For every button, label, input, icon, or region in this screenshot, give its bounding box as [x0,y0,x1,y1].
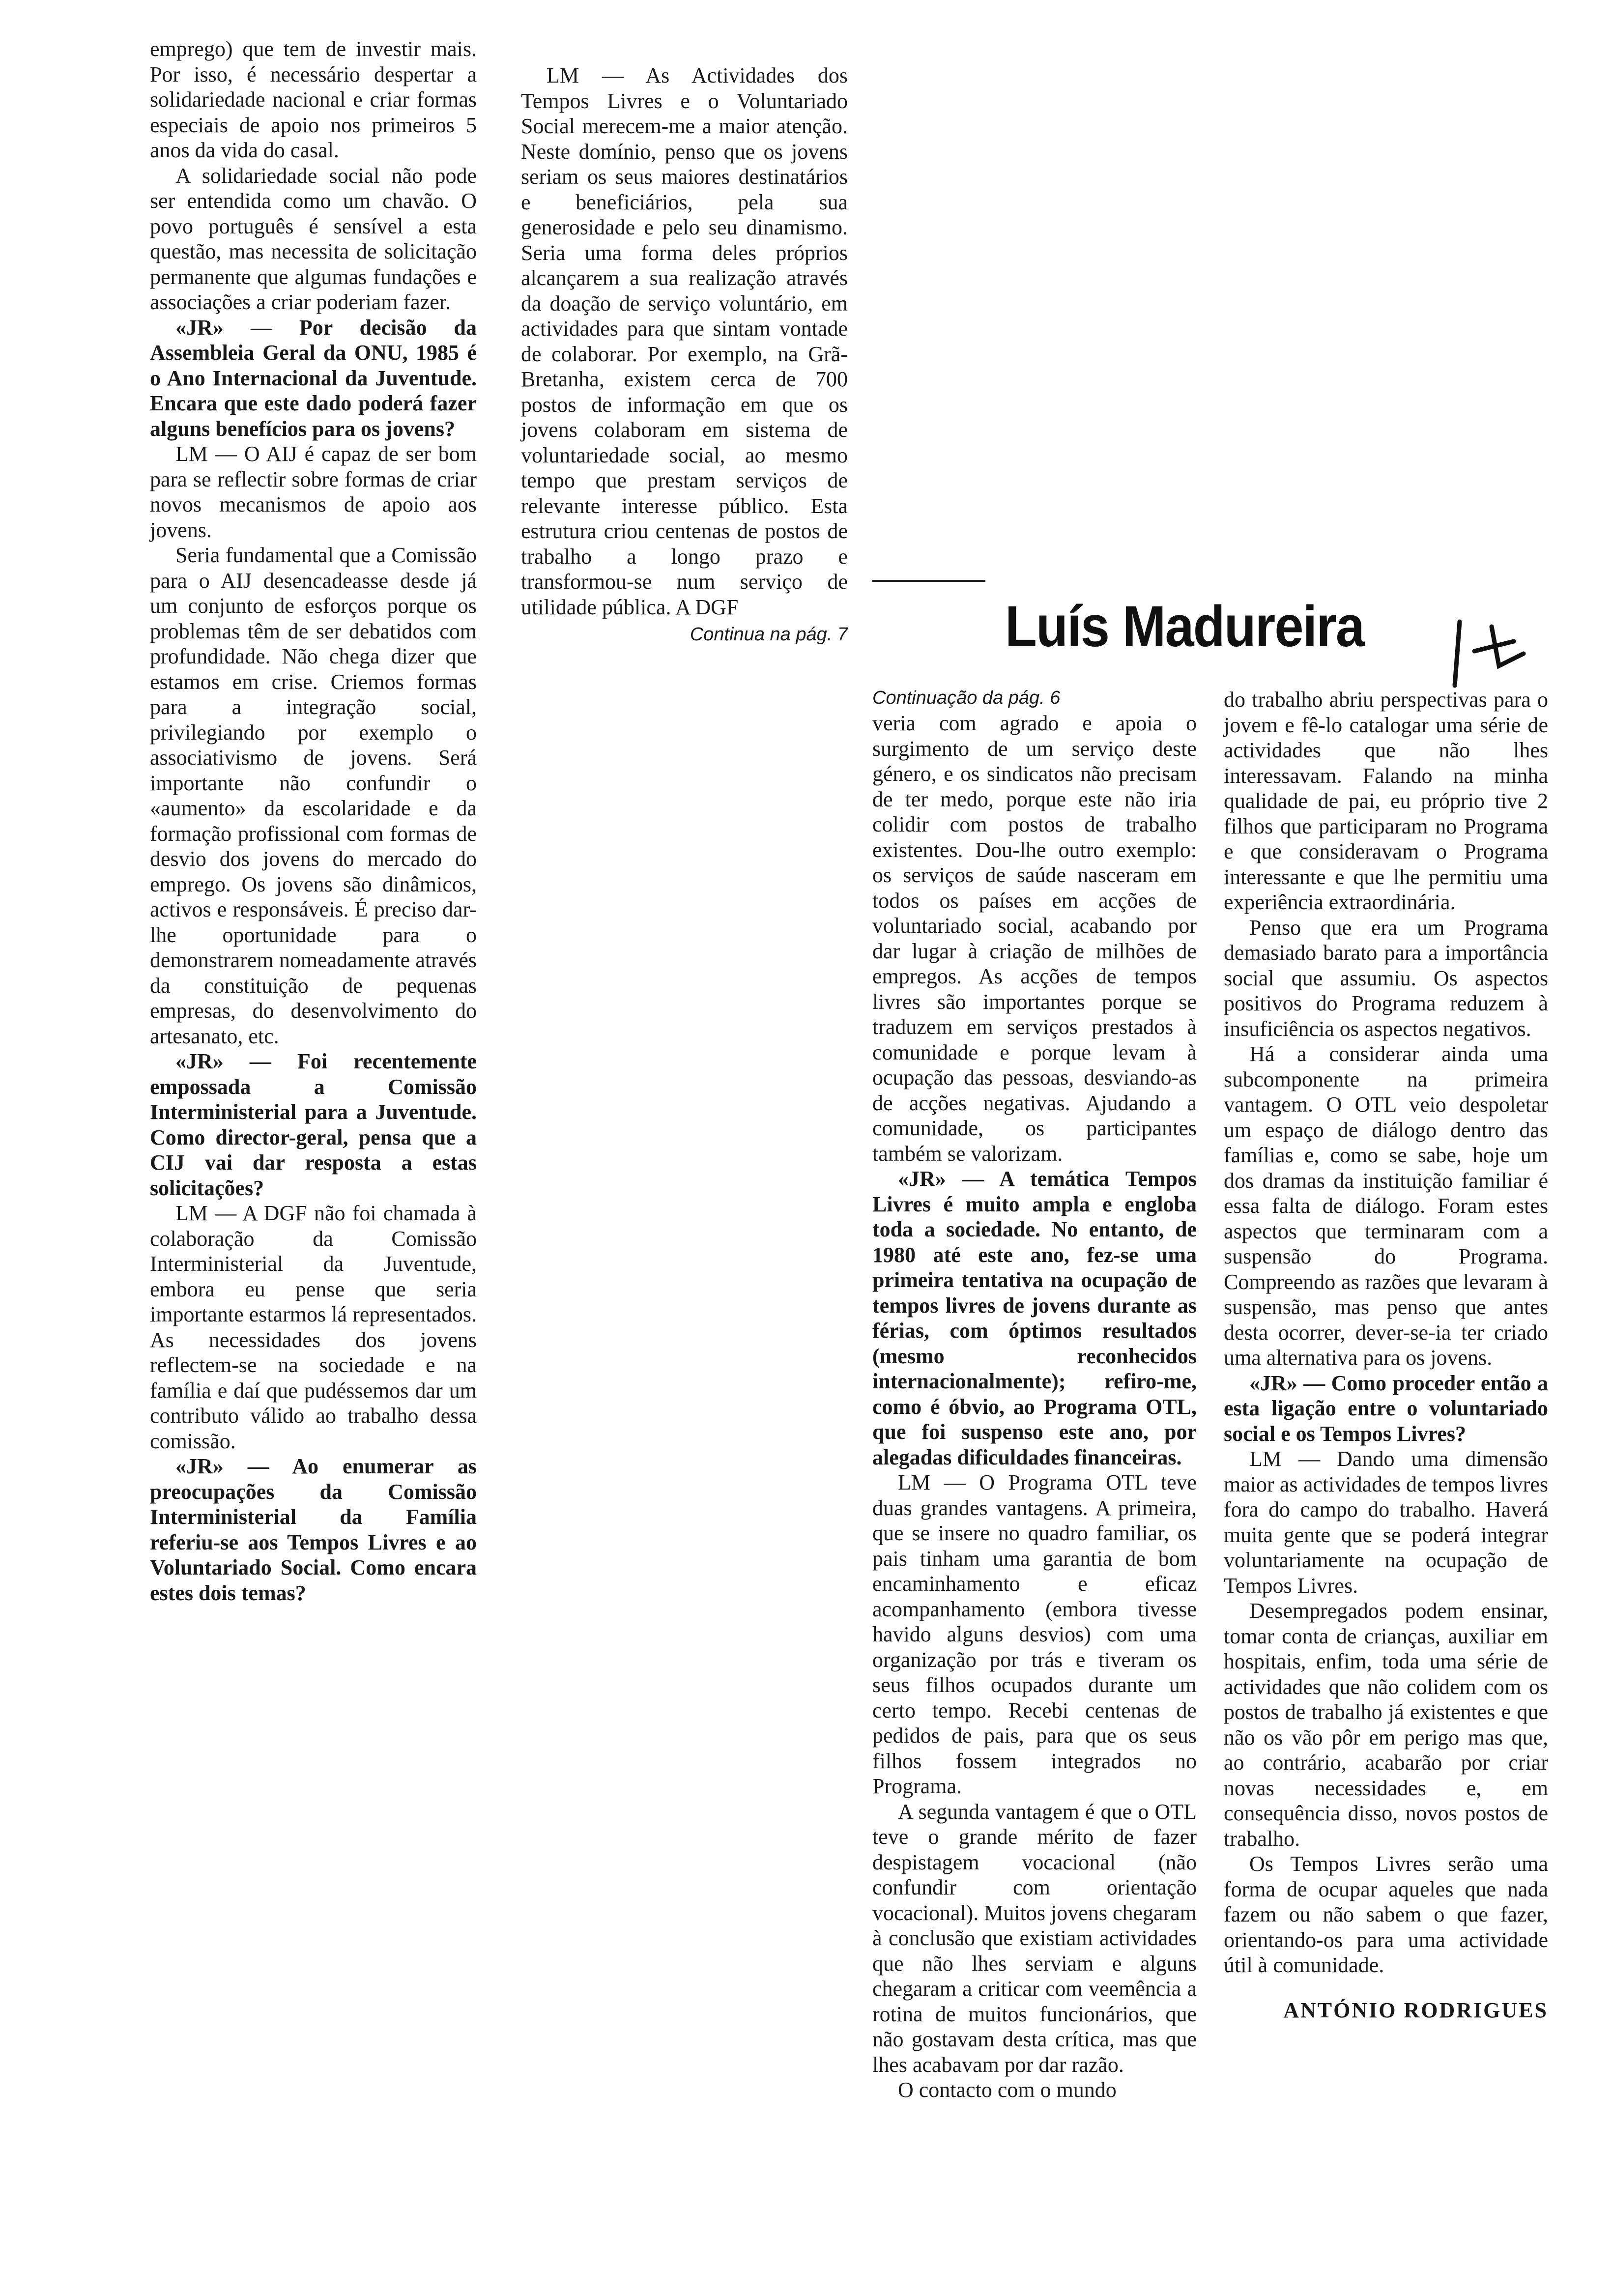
article-column-4 [1224,687,1548,2023]
question-paragraph: «JR» — Ao enumerar as preocupações da Comissão Interministerial da Família referiu-se aos Tempos Livres e ao Voluntariado Social. Como encara estes dois temas? [150,1454,477,1605]
question-paragraph: «JR» — Foi recentemente empossada a Comissão Interministerial para a Juventude. Como director-geral, pensa que a CIJ vai dar resposta a estas solicitações? [150,1049,477,1200]
question-paragraph: «JR» — Como proceder então a esta ligação entre o voluntariado social e os Tempos Livres? [1224,1371,1548,1446]
article-paragraph: emprego) que tem de investir mais. Por isso, é necessário despertar a solidariedade nacional e criar formas especiais de apoio nos primeiros 5 anos da vida do casal. [150,37,477,162]
article-paragraph: LM — O Programa OTL teve duas grandes vantagens. A primeira, que se insere no quadro familiar, os pais tinham uma garantia de bom encaminhamento e eficaz acompanhamento (embora tivesse havido alguns desvios) com uma organização por trás e tiveram os seus filhos ocupados durante um certo tempo. Recebi centenas de pedidos de pais, para que os seus filhos fossem integrados no Programa. [872,1470,1197,1798]
handwritten-mark [1445,592,1553,690]
article-paragraph: O contacto com o mundo [898,2078,1117,2102]
article-column-3 [872,687,1197,2103]
article-paragraph: Há a considerar ainda uma subcomponente na primeira vantagem. O OTL veio despoletar um espaço de diálogo dentro das famílias e, como se sabe, hoje um dos dramas da instituição familiar é essa falta de diálogo. Foram estes aspectos que terminaram com a suspensão do Programa. Compreendo as razões que levaram à suspensão, mas penso que antes desta ocorrer, dever-se-ia ter criado uma alternativa para os jovens. [1224,1042,1548,1370]
article-paragraph: LM — A DGF não foi chamada à colaboração da Comissão Interministerial da Juventude, embora eu pense que seria importante estarmos lá representados. As necessidades dos jovens reflectem-se na sociedade e na família e daí que pudéssemos dar um contributo válido ao trabalho dessa comissão. [150,1201,477,1453]
article-column-2 [521,63,848,645]
article-paragraph: LM — As Actividades dos Tempos Livres e o Voluntariado Social merecem-me a maior atenção. Neste domínio, penso que os jovens seriam os seus maiores destinatários e beneficiários, pela sua generosidade e pelo seu dinamismo. Seria uma forma deles próprios alcançarem a sua realização através da doação de serviço voluntário, em actividades para que sintam vontade de colaborar. Por exemplo, na Grã-Bretanha, existem cerca de 700 postos de informação em que os jovens colaboram em sistema de voluntariedade social, ao mesmo tempo que prestam serviços de relevante interesse público. Esta estrutura criou centenas de postos de trabalho a longo prazo e transformou-se num serviço de utilidade pública. A DGF [521,63,848,619]
article-paragraph: LM — Dando uma dimensão maior as actividades de tempos livres fora do campo do trabalho. Haverá muita gente que se poderá integrar voluntariamente na ocupação de Tempos Livres. [1224,1447,1548,1598]
headline-rule [872,580,985,582]
continues-note: Continua na pág. 7 [690,624,848,645]
author-byline: ANTÓNIO RODRIGUES [1283,1998,1548,2022]
article-paragraph: veria com agrado e apoia o surgimento de um serviço deste género, e os sindicatos não precisam de ter medo, porque este não iria colidir com postos de trabalho existentes. Dou-lhe outro exemplo: os serviços de saúde nasceram em todos os países em acções de voluntariado social, acabando por dar lugar à criação de milhões de empregos. As acções de tempos livres são importantes porque se traduzem em serviços prestados à comunidade e porque levam à ocupação das pessoas, desviando-as de acções negativas. Ajudando a comunidade, os participantes também se valorizam. [872,711,1197,1166]
article-paragraph: Penso que era um Programa demasiado barato para a importância social que assumiu. Os aspectos positivos do Programa reduzem à insuficiência os aspectos negativos. [1224,915,1548,1041]
article-paragraph: Os Tempos Livres serão uma forma de ocupar aqueles que nada fazem ou não sabem o que fazer, orientando-os para uma actividade útil à comunidade. [1224,1852,1548,1977]
article-paragraph: A segunda vantagem é que o OTL teve o grande mérito de fazer despistagem vocacional (não confundir com orientação vocacional). Muitos jovens chegaram à conclusão que existiam actividades que não lhes serviam e alguns chegaram a criticar com veemência a rotina de muitos funcionários, que não gostavam desta crítica, mas que lhes acabavam por dar razão. [872,1799,1197,2077]
article-paragraph: LM — O AIJ é capaz de ser bom para se reflectir sobre formas de criar novos mecanismos de apoio aos jovens. [150,442,477,542]
question-paragraph: «JR» — A temática Tempos Livres é muito ampla e engloba toda a sociedade. No entanto, de 1980 até este ano, fez-se uma primeira tentativa na ocupação de tempos livres de jovens durante as férias, com óptimos resultados (mesmo reconhecidos internacionalmente); refiro-me, como é óbvio, ao Programa OTL, que foi suspenso este ano, por alegadas dificuldades financeiras. [872,1167,1197,1469]
article-column-1 [150,36,477,1606]
article-paragraph: do trabalho abriu perspectivas para o jovem e fê-lo catalogar uma série de actividades que não lhes interessavam. Falando na minha qualidade de pai, eu próprio tive 2 filhos que participaram no Programa e que consideravam o Programa interessante e que lhe permitiu uma experiência extraordinária. [1224,688,1548,914]
article-paragraph: Desempregados podem ensinar, tomar conta de crianças, auxiliar em hospitais, enfim, toda uma série de actividades que não colidem com os postos de trabalho já existentes e que não os vão pôr em perigo mas que, ao contrário, acabarão por criar novas necessidades e, em consequência disso, novos postos de trabalho. [1224,1599,1548,1851]
article-paragraph: Seria fundamental que a Comissão para o AIJ desencadeasse desde já um conjunto de esforços porque os problemas têm de ser debatidos com profundidade. Não chega dizer que estamos em crise. Criemos formas para a integração social, privilegiando por exemplo o associativismo de jovens. Será importante não confundir o «aumento» da escolaridade e da formação profissional com formas de desvio dos jovens do mercado do emprego. Os jovens são dinâmicos, activos e responsáveis. É preciso dar-lhe oportunidade para o demonstrarem nomeadamente através da constituição de pequenas empresas, do desenvolvimento do artesanato, etc. [150,543,477,1048]
continued-from-note: Continuação da pág. 6 [872,688,1061,708]
article-paragraph: A solidariedade social não pode ser entendida como um chavão. O povo português é sensível a esta questão, mas necessita de solicitação permanente que algumas fundações e associações a criar poderiam fazer. [150,163,477,314]
article-headline: Luís Madureira [1005,594,1364,659]
question-paragraph: «JR» — Por decisão da Assembleia Geral da ONU, 1985 é o Ano Internacional da Juventude. Encara que este dado poderá fazer alguns benefícios para os jovens? [150,315,477,441]
